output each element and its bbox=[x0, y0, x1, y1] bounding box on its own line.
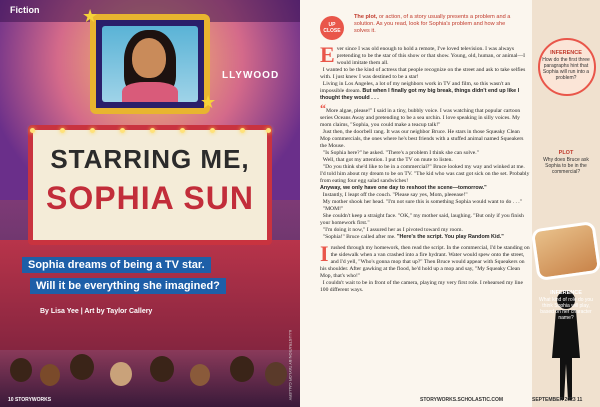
sophia-portrait bbox=[102, 26, 198, 102]
story-paragraph: rushed through my homework, then read the script. In the commercial, I'd be standing on the sidewalk when a van crashed into a fire hydrant. Water would spew onto the street, and I'd yell, "Who's gonna mop that up?" Then Bruce would appear with Squeakers on his shoulder. After gawking at the flood, he'd hold up a mop and say, "My Squeaky Clean Mop, that's who!" bbox=[320, 245, 530, 279]
star-icon: ★ bbox=[82, 6, 99, 27]
crowd-head bbox=[40, 364, 60, 386]
crowd-head bbox=[190, 364, 210, 386]
story-paragraph: Well, that got my attention. I put the TV on mute to listen. bbox=[322, 157, 453, 163]
highlighted-text: "Here's the script. You play Random Kid." bbox=[396, 234, 504, 240]
up-close-badge: UP CLOSE bbox=[320, 16, 344, 40]
section-label: Fiction bbox=[10, 5, 40, 15]
star-icon: ★ bbox=[200, 92, 217, 113]
marquee-bulb bbox=[180, 128, 185, 133]
story-paragraph: "Sophia!" Bruce called after me. bbox=[322, 234, 396, 240]
marquee-sign bbox=[28, 125, 272, 245]
story-paragraph: Living in Los Angeles, a lot of my neighbors work in TV and film, so this wasn't an impossible dream. bbox=[320, 81, 511, 94]
story-paragraph: Just then, the doorbell rang. It was our neighbor Bruce. He stars in those Squeaky Clean Mop commercials, the ones where he's best friends with a stuffed animal named Squeakers the Mouse. bbox=[320, 129, 524, 149]
story-paragraph: "Do you think she'd like to be in a commercial?" Bruce looked my way and winked at me. I'd told him about my dream to be on TV. "The kid who was cast got sick on the set. Probably from eating four egg salad sandwiches! bbox=[320, 164, 530, 184]
marquee-bulb bbox=[120, 128, 125, 133]
marquee-bulb bbox=[266, 128, 271, 133]
sidebar-text: How do the first three paragraphs hint that Sophia will run into a problem? bbox=[542, 57, 590, 81]
story-paragraph: She couldn't keep a straight face. "OK," my mother said, laughing. "But only if you finish your homework first." bbox=[320, 213, 524, 226]
hollywood-sign: LLYWOOD bbox=[222, 70, 280, 81]
marquee-bulb bbox=[90, 128, 95, 133]
sidebar-question-2 bbox=[532, 150, 600, 176]
sidebar-text: Why does Bruce ask Sophia to be in the commercial? bbox=[543, 157, 589, 175]
story-paragraph: "I'm doing it now," I assured her as I pivoted toward my room. bbox=[322, 227, 463, 233]
sidebar-heading: INFERENCE bbox=[550, 290, 582, 296]
title-line-2: SOPHIA SUN bbox=[46, 180, 254, 216]
crowd-head bbox=[150, 356, 174, 382]
page-footer-url: STORYWORKS.SCHOLASTIC.COM bbox=[420, 397, 504, 403]
sandwich-image bbox=[531, 221, 600, 281]
portrait-frame bbox=[90, 14, 210, 114]
tagline-1: Sophia dreams of being a TV star. bbox=[22, 257, 211, 273]
marquee-bulb bbox=[150, 128, 155, 133]
marquee-bulb bbox=[30, 128, 35, 133]
plot-note bbox=[354, 14, 514, 35]
quote-mark: “ bbox=[320, 101, 326, 115]
marquee-bulb bbox=[240, 128, 245, 133]
sidebar-heading: INFERENCE bbox=[550, 50, 582, 56]
highlighted-text: Anyway, we only have one day to reshoot the scene—tomorrow." bbox=[320, 185, 487, 191]
story-paragraph: I couldn't wait to be in front of the camera, playing my very first role. I rehearsed my line 100 different ways. bbox=[320, 280, 523, 293]
story-paragraph: Instantly, I leapt off the couch. "Please say yes, Mom, pleeease!" bbox=[322, 192, 468, 198]
tagline-2: Will it be everything she imagined? bbox=[30, 278, 226, 294]
shirt bbox=[122, 82, 178, 102]
story-paragraph: "MOM!" bbox=[322, 206, 344, 212]
marquee-bulb bbox=[210, 128, 215, 133]
story-paragraph: More algae, please!" I said in a tiny, bubbly voice. I was watching that popular cartoon series Oceans Away and pretending to be a sea urchin. I love speaking in silly voices. My mom claims, "Sophia, you could make a teacup talk!" bbox=[320, 108, 521, 128]
crowd-head bbox=[70, 354, 94, 380]
plot-note-bold: The plot, bbox=[354, 14, 378, 20]
sidebar-heading: PLOT bbox=[558, 150, 574, 156]
right-page bbox=[300, 0, 600, 407]
crowd-head bbox=[265, 362, 287, 386]
face bbox=[132, 38, 166, 78]
story-paragraph: ver since I was old enough to hold a remote, I've loved television. I was always pretending to be the star of this show or that show. Young, old, human, or animal—I would imitate them all. bbox=[336, 46, 525, 66]
drop-cap: E bbox=[320, 42, 335, 67]
highlighted-text: But when I finally got my big break, things didn't end up like I thought they would . . . bbox=[320, 88, 520, 101]
title-line-1: STARRING ME, bbox=[50, 144, 250, 174]
sidebar-question-1 bbox=[532, 50, 600, 82]
crowd-head bbox=[230, 356, 254, 382]
story-paragraph: My mother shook her head. "I'm not sure this is something Sophia would want to do . . ." bbox=[322, 199, 522, 205]
byline: By Lisa Yee | Art by Taylor Callery bbox=[40, 308, 153, 315]
drop-cap: I bbox=[320, 241, 329, 266]
illustration-credit: ILLUSTRATION BY TAYLOR CALLERY bbox=[288, 330, 293, 401]
sidebar-question-3 bbox=[532, 290, 600, 322]
crowd-head bbox=[110, 362, 132, 386]
plot-note-text: or action, of a story usually presents a problem and a solution. As you read, look for Sophia's problem and how she solves it. bbox=[354, 14, 511, 34]
page-footer-date: SEPTEMBER 2023 11 bbox=[532, 397, 583, 403]
sidebar-text: What kind of role do you think Sophia will play, based on her character name? bbox=[539, 297, 593, 321]
marquee-bulb bbox=[60, 128, 65, 133]
story-body bbox=[320, 42, 530, 294]
crowd-head bbox=[10, 358, 32, 382]
page-footer-left: 10 STORYWORKS bbox=[8, 397, 52, 403]
story-paragraph: "Is Sophia here?" he asked. "There's a problem I think she can solve." bbox=[322, 150, 479, 156]
story-paragraph: I wanted to be the kind of actress that people recognize on the street and ask to take selfies with. I just knew I was destined to be a star! bbox=[320, 67, 526, 80]
